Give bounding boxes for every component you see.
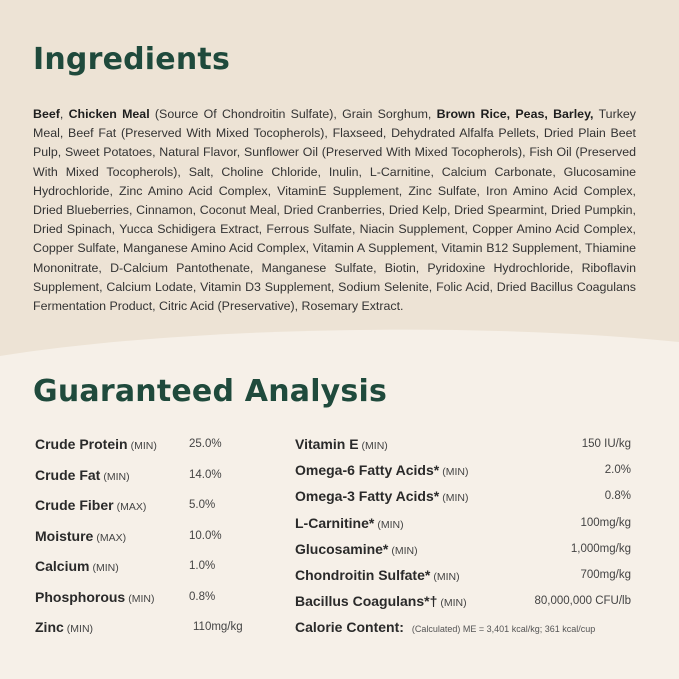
analysis-row	[295, 593, 631, 619]
analysis-left-column	[35, 436, 257, 650]
nutrient-name: Omega-6 Fatty Acids*	[295, 462, 440, 479]
nutrient-name: Chondroitin Sulfate*	[295, 566, 431, 583]
nutrient-qualifier: (MIN)	[361, 440, 388, 452]
guaranteed-analysis-title: Guaranteed Analysis	[33, 374, 388, 409]
nutrient-qualifier: (MIN)	[92, 562, 119, 574]
nutrient-qualifier: (MIN)	[130, 440, 157, 452]
nutrient-value: 1,000mg/kg	[570, 542, 631, 555]
nutrient-qualifier: (MIN)	[440, 597, 467, 610]
nutrient-value: 25.0%	[189, 438, 222, 450]
analysis-row	[295, 541, 631, 567]
analysis-row	[35, 467, 257, 498]
nutrient-qualifier: (MIN)	[433, 570, 460, 583]
ingredient-text: ,	[59, 107, 69, 121]
analysis-row	[35, 528, 257, 559]
nutrient-name: Bacillus Coagulans*†	[295, 593, 438, 610]
ingredient-highlight: Beef	[33, 107, 60, 121]
nutrient-qualifier: (MIN)	[377, 518, 404, 531]
nutrient-name: Omega-3 Fatty Acids*	[295, 488, 440, 505]
nutrient-name: Vitamin E	[295, 436, 359, 452]
nutrient-value: 5.0%	[189, 499, 216, 511]
analysis-row	[295, 436, 631, 462]
nutrient-value: 110mg/kg	[193, 621, 243, 633]
analysis-right-column	[295, 436, 631, 646]
analysis-row	[35, 497, 257, 528]
analysis-row	[35, 558, 257, 589]
nutrient-qualifier: (MIN)	[442, 466, 469, 479]
ingredient-text: (Source Of Chondroitin Sulfate), Grain Sorghum,	[149, 107, 437, 121]
nutrient-value: 150 IU/kg	[581, 438, 631, 450]
nutrient-value: 0.8%	[604, 490, 631, 503]
nutrient-name: Crude Protein	[35, 436, 128, 452]
nutrient-name: Phosphorous	[35, 588, 126, 605]
analysis-row	[295, 488, 631, 514]
nutrient-value: 700mg/kg	[580, 568, 631, 581]
analysis-row	[35, 619, 257, 650]
nutrient-value: 14.0%	[189, 468, 222, 481]
nutrient-qualifier: (MIN)	[128, 592, 155, 605]
analysis-row	[35, 436, 257, 467]
nutrient-name: Calcium	[35, 558, 90, 574]
nutrient-value: 1.0%	[189, 560, 216, 572]
nutrient-qualifier: (MAX)	[96, 531, 127, 544]
nutrient-qualifier: (MIN)	[66, 623, 94, 635]
calorie-content-label: Calorie Content:	[295, 619, 404, 636]
nutrient-name: Glucosamine*	[295, 540, 389, 557]
analysis-row	[295, 515, 631, 541]
nutrient-qualifier: (MIN)	[103, 470, 130, 483]
ingredient-highlight: Chicken Meal	[68, 107, 150, 121]
nutrient-name: Crude Fat	[35, 466, 101, 483]
ingredients-title: Ingredients	[33, 42, 230, 77]
nutrient-qualifier: (MIN)	[442, 492, 469, 505]
nutrient-value: 10.0%	[189, 529, 222, 542]
nutrient-name: Moisture	[35, 527, 94, 544]
nutrient-value: 0.8%	[189, 590, 216, 603]
calorie-content-row	[295, 619, 631, 645]
nutrient-name: Crude Fiber	[35, 497, 114, 513]
nutrient-value: 2.0%	[604, 464, 631, 477]
ingredients-list	[33, 105, 636, 316]
ingredient-highlight: Brown Rice, Peas, Barley,	[436, 107, 594, 121]
analysis-row	[295, 462, 631, 488]
calorie-content-value: (Calculated) ME = 3,401 kcal/kg; 361 kcal/cup	[411, 624, 596, 635]
analysis-row	[35, 589, 257, 620]
nutrient-qualifier: (MIN)	[391, 544, 418, 557]
ingredient-text: Turkey Meal, Beef Fat (Preserved With Mixed Tocopherols), Flaxseed, Dehydrated Alfalfa Pellets, Dried Plain Beet Pulp, Sweet Potatoes, Natural Flavor, Sunflower Oil (Preserved With Mixed Tocopherols), Fish Oil (Preserved With Mixed Tocopherols), Salt, Choline Chloride, Inulin, L-Carnitine, Calcium Carbonate, Glucosamine Hydrochloride, Zinc Amino Acid Complex, VitaminE Supplement, Zinc Sulfate, Iron Amino Acid Complex, Dried Blueberries, Cinnamon, Coconut Meal, Dried Cranberries, Dried Kelp, Dried Spearmint, Dried Pumpkin, Dried Spinach, Yucca Schidigera Extract, Ferrous Sulfate, Niacin Supplement, Copper Amino Acid Complex, Copper Sulfate, Manganese Amino Acid Complex, Vitamin A Supplement, Vitamin B12 Supplement, Thiamine Mononitrate, D-Calcium Pantothenate, Manganese Sulfate, Biotin, Pyridoxine Hydrochloride, Riboflavin Supplement, Calcium Lodate, Vitamin D3 Supplement, Sodium Selenite, Folic Acid, Dried Bacillus Coagulans Fermentation Product, Citric Acid (Preservative), Rosemary Extract.	[33, 107, 636, 314]
nutrient-qualifier: (MAX)	[116, 501, 147, 513]
nutrient-name: L-Carnitine*	[295, 514, 375, 531]
nutrient-value: 80,000,000 CFU/lb	[534, 595, 631, 608]
nutrient-value: 100mg/kg	[580, 516, 631, 529]
nutrient-name: Zinc	[35, 619, 64, 635]
analysis-row	[295, 567, 631, 593]
